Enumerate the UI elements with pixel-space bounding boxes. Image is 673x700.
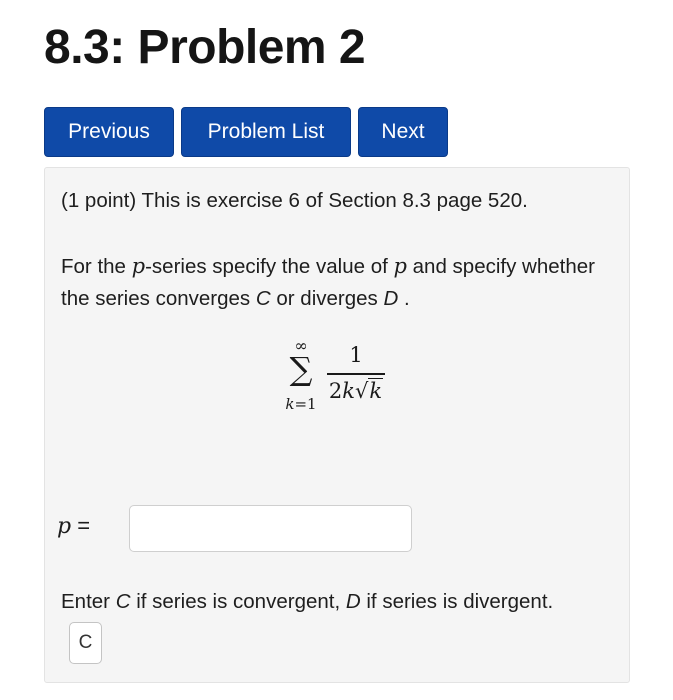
question-text: For the: [61, 255, 132, 278]
problem-panel: [44, 167, 630, 683]
sum-index-var: k: [285, 395, 295, 413]
instruction-text: [61, 586, 553, 618]
next-button[interactable]: Next: [358, 107, 448, 157]
instruction-part: if series is divergent.: [360, 590, 554, 613]
var-d: D: [383, 287, 399, 310]
equals-sign: =: [71, 513, 91, 538]
p-answer-label: [57, 511, 90, 542]
series-formula: [283, 338, 413, 428]
convergence-select[interactable]: C: [69, 622, 102, 664]
p-answer-input[interactable]: [129, 505, 412, 552]
sum-upper-limit: ∞: [294, 336, 308, 355]
sigma-symbol: ∑: [289, 350, 313, 388]
question-text: or diverges: [270, 287, 384, 310]
math-var-p: p: [57, 514, 72, 539]
numerator: 1: [349, 343, 363, 367]
problem-intro: (1 point) This is exercise 6 of Section 8.3 page 520.: [61, 189, 528, 212]
question-text: .: [398, 287, 410, 310]
math-var-p: p: [131, 254, 146, 278]
question-text: and specify whether the series converges: [61, 255, 595, 310]
denominator-coef: 2: [328, 379, 343, 403]
math-var-p: p: [393, 254, 407, 278]
instruction-part: if series is convergent,: [130, 590, 346, 613]
fraction-bar: [327, 373, 385, 375]
question-text: -series specify the value of: [145, 255, 394, 278]
radicand: k: [369, 379, 383, 403]
page-title: 8.3: Problem 2: [44, 21, 366, 74]
summation: [283, 338, 319, 428]
problem-question: [61, 250, 601, 315]
fraction: [327, 342, 385, 412]
var-c: C: [115, 590, 131, 613]
problem-navigation: [44, 107, 448, 157]
var-d: D: [345, 590, 361, 613]
denominator-var: k: [342, 379, 355, 403]
sum-index-start: =1: [294, 395, 317, 413]
denominator: [327, 378, 385, 404]
radical-sign: √: [354, 379, 369, 403]
problem-list-button[interactable]: Problem List: [181, 107, 351, 157]
sum-lower-limit: [283, 396, 319, 412]
previous-button[interactable]: Previous: [44, 107, 174, 157]
var-c: C: [255, 287, 271, 310]
instruction-part: Enter: [61, 590, 116, 613]
